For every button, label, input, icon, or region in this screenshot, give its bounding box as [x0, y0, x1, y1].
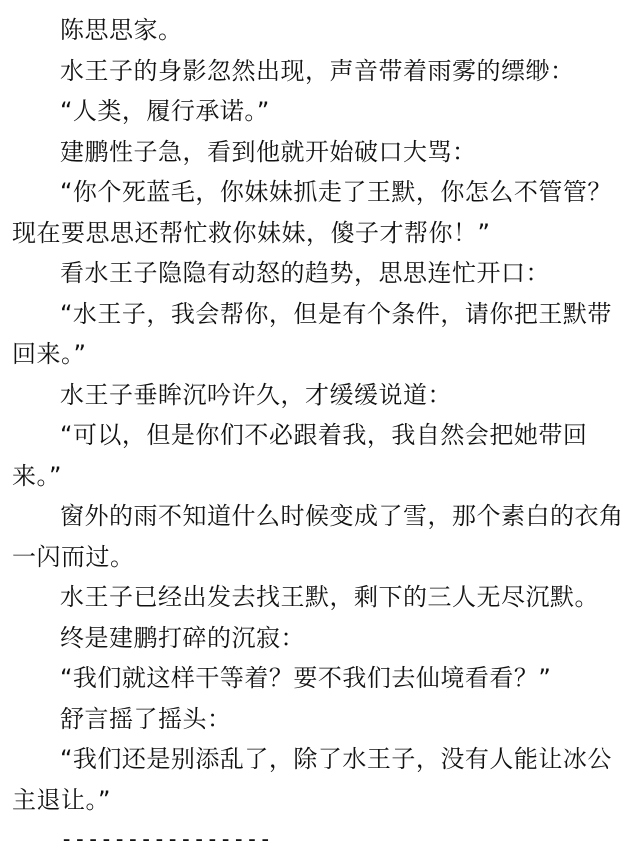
paragraph-2: 水王子的身影忽然出现，声音带着雨雾的缥缈： — [60, 56, 575, 85]
section-divider: ---------------- — [60, 827, 272, 852]
paragraph-13: “我们就这样干等着？要不我们去仙境看看？” — [60, 664, 552, 692]
paragraph-11: 水王子已经出发去找王默，剩下的三人无尽沉默。 — [60, 583, 599, 611]
paragraph-6: 看水王子隐隐有动怒的趋势，思思连忙开口： — [60, 259, 550, 287]
paragraph-14: 舒言摇了摇头： — [60, 704, 232, 733]
paragraph-1: 陈思思家。 — [60, 16, 183, 44]
paragraph-9: “可以，但是你们不必跟着我，我自然会把她带回来。” — [12, 421, 588, 490]
paragraph-15: “我们还是别添乱了，除了水王子，没有人能让冰公主退让。” — [12, 745, 612, 814]
paragraph-7: “水王子，我会帮你，但是有个条件，请你把王默带回来。” — [12, 299, 612, 368]
paragraph-8: 水王子垂眸沉吟许久，才缓缓说道： — [60, 380, 452, 409]
paragraph-5: “你个死蓝毛，你妹妹抓走了王默，你怎么不管管？现在要思思还帮忙救你妹妹，傻子才帮你！” — [12, 178, 612, 247]
paragraph-3: “人类，履行承诺。” — [60, 97, 270, 125]
paragraph-10: 窗外的雨不知道什么时候变成了雪，那个素白的衣角一闪而过。 — [12, 502, 624, 571]
paragraph-12: 终是建鹏打碎的沉寂： — [60, 623, 305, 652]
paragraph-4: 建鹏性子急，看到他就开始破口大骂： — [60, 137, 477, 166]
